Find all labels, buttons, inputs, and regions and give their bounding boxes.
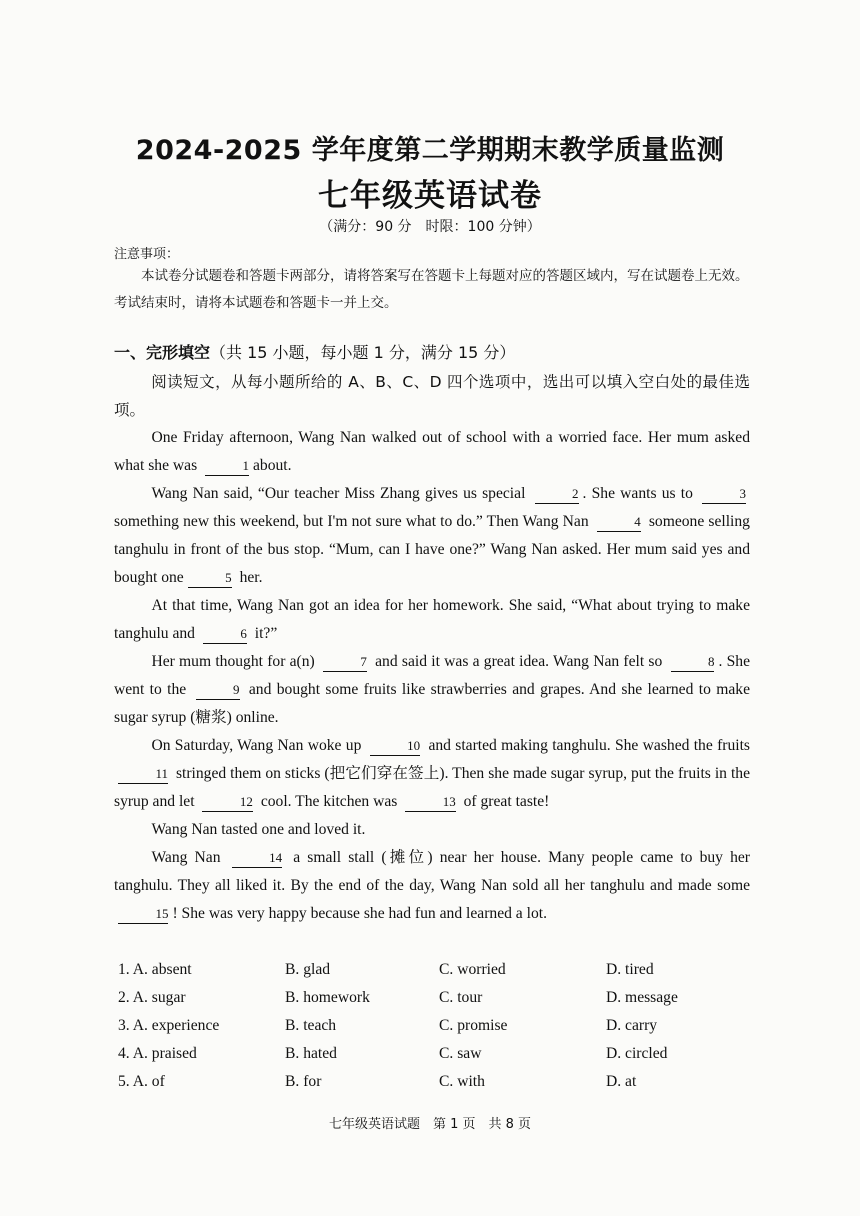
passage-text: her. xyxy=(239,569,263,586)
passage-text: of great taste! xyxy=(463,793,550,810)
section-scoring: （共 15 小题，每小题 1 分，满分 15 分） xyxy=(210,343,516,362)
passage-paragraph-3 xyxy=(114,592,750,648)
question-row xyxy=(118,956,758,984)
passage-text: ! She was very happy because she had fun and learned a lot. xyxy=(172,905,547,922)
blank-11: 11 xyxy=(118,765,168,784)
option-c: C. promise xyxy=(439,1017,508,1034)
blank-7: 7 xyxy=(323,653,367,672)
passage-text: Wang Nan tasted one and loved it. xyxy=(151,821,366,838)
section-title: 一、完形填空 xyxy=(114,343,211,362)
blank-8: 8 xyxy=(671,653,715,672)
option-d: D. message xyxy=(606,989,678,1006)
option-c: C. worried xyxy=(439,961,506,978)
exam-meta: （满分：90 分 时限：100 分钟） xyxy=(319,219,541,235)
passage-text: it?” xyxy=(254,625,278,642)
passage-text: and bought some fruits like strawberries and grapes. And she learned to make sugar syrup (糖浆) online. xyxy=(114,681,750,726)
blank-15: 15 xyxy=(118,905,168,924)
blank-10: 10 xyxy=(370,737,420,756)
option-c: C. tour xyxy=(439,989,483,1006)
option-d: D. tired xyxy=(606,961,654,978)
passage-text: Her mum thought for a(n) xyxy=(151,653,315,670)
page-footer: 七年级英语试题 第 1 页 共 8 页 xyxy=(328,1117,532,1132)
passage-text: On Saturday, Wang Nan woke up xyxy=(151,737,362,754)
blank-14: 14 xyxy=(232,849,282,868)
passage-paragraph-5 xyxy=(114,732,750,816)
passage-paragraph-1 xyxy=(114,424,750,480)
exam-subtitle: 七年级英语试卷 xyxy=(318,178,542,214)
passage-text: stringed them on sticks (把它们穿在签上). Then she made sugar syrup, put the fruits in the syrup and let xyxy=(114,765,750,810)
blank-2: 2 xyxy=(535,485,579,504)
option-a: 5. A. of xyxy=(118,1073,165,1090)
option-c: C. saw xyxy=(439,1045,482,1062)
blank-4: 4 xyxy=(597,513,641,532)
passage-paragraph-6 xyxy=(114,816,750,844)
blank-1: 1 xyxy=(205,457,249,476)
option-b: B. hated xyxy=(285,1045,337,1062)
passage-text: and said it was a great idea. Wang Nan felt so xyxy=(375,653,663,670)
option-b: B. for xyxy=(285,1073,322,1090)
passage-text: something new this weekend, but I'm not sure what to do.” Then Wang Nan xyxy=(114,513,589,530)
blank-9: 9 xyxy=(196,681,240,700)
blank-3: 3 xyxy=(702,485,746,504)
question-row xyxy=(118,1068,758,1096)
option-b: B. glad xyxy=(285,961,331,978)
blank-5: 5 xyxy=(188,569,232,588)
option-a: 3. A. experience xyxy=(118,1017,220,1034)
blank-12: 12 xyxy=(202,793,252,812)
passage-paragraph-2 xyxy=(114,480,750,592)
section-instruction: 阅读短文，从每小题所给的 A、B、C、D 四个选项中，选出可以填入空白处的最佳选项。 xyxy=(114,373,750,419)
option-c: C. with xyxy=(439,1073,485,1090)
passage-paragraph-4 xyxy=(114,648,750,732)
passage-text: One Friday afternoon, Wang Nan walked out of school with a worried face. Her mum asked what she was xyxy=(114,429,750,474)
question-row xyxy=(118,1012,758,1040)
exam-title: 2024-2025 学年度第二学期期末教学质量监测 xyxy=(135,135,725,166)
passage-text: about. xyxy=(253,457,292,474)
question-row xyxy=(118,1040,758,1068)
passage-text: Wang Nan said, “Our teacher Miss Zhang gives us special xyxy=(151,485,526,502)
option-b: B. homework xyxy=(285,989,370,1006)
option-a: 1. A. absent xyxy=(118,961,192,978)
cloze-passage xyxy=(114,368,750,928)
passage-text: At that time, Wang Nan got an idea for her homework. She said, “What about trying to make tanghulu and xyxy=(114,597,750,642)
notice-text: 本试卷分试题卷和答题卡两部分，请将答案写在答题卡上每题对应的答题区域内，写在试题卷上无效。考试结束时，请将本试题卷和答题卡一并上交。 xyxy=(114,268,749,311)
passage-text: Wang Nan xyxy=(151,849,221,866)
passage-text: cool. The kitchen was xyxy=(260,793,398,810)
option-a: 2. A. sugar xyxy=(118,989,186,1006)
option-d: D. circled xyxy=(606,1045,668,1062)
section-heading xyxy=(114,340,515,363)
blank-6: 6 xyxy=(203,625,247,644)
option-d: D. carry xyxy=(606,1017,658,1034)
passage-text: someone selling tanghulu in front of the bus stop. “Mum, can I have one?” Wang Nan asked. Her mum said yes and bought one xyxy=(114,513,750,586)
passage-text: . She wants us to xyxy=(582,485,693,502)
question-options xyxy=(118,956,758,1096)
passage-text: . She went to the xyxy=(114,653,750,698)
passage-text: and started making tanghulu. She washed the fruits xyxy=(428,737,750,754)
passage-text: a small stall (摊位) near her house. Many people came to buy her tanghulu. They all liked it. By the end of the day, Wang Nan sold all her tanghulu and made some xyxy=(114,849,750,894)
blank-13: 13 xyxy=(405,793,455,812)
question-row xyxy=(118,984,758,1012)
option-d: D. at xyxy=(606,1073,637,1090)
passage-paragraph-7 xyxy=(114,844,750,928)
option-b: B. teach xyxy=(285,1017,337,1034)
option-a: 4. A. praised xyxy=(118,1045,197,1062)
notice-heading: 注意事项： xyxy=(114,247,180,262)
